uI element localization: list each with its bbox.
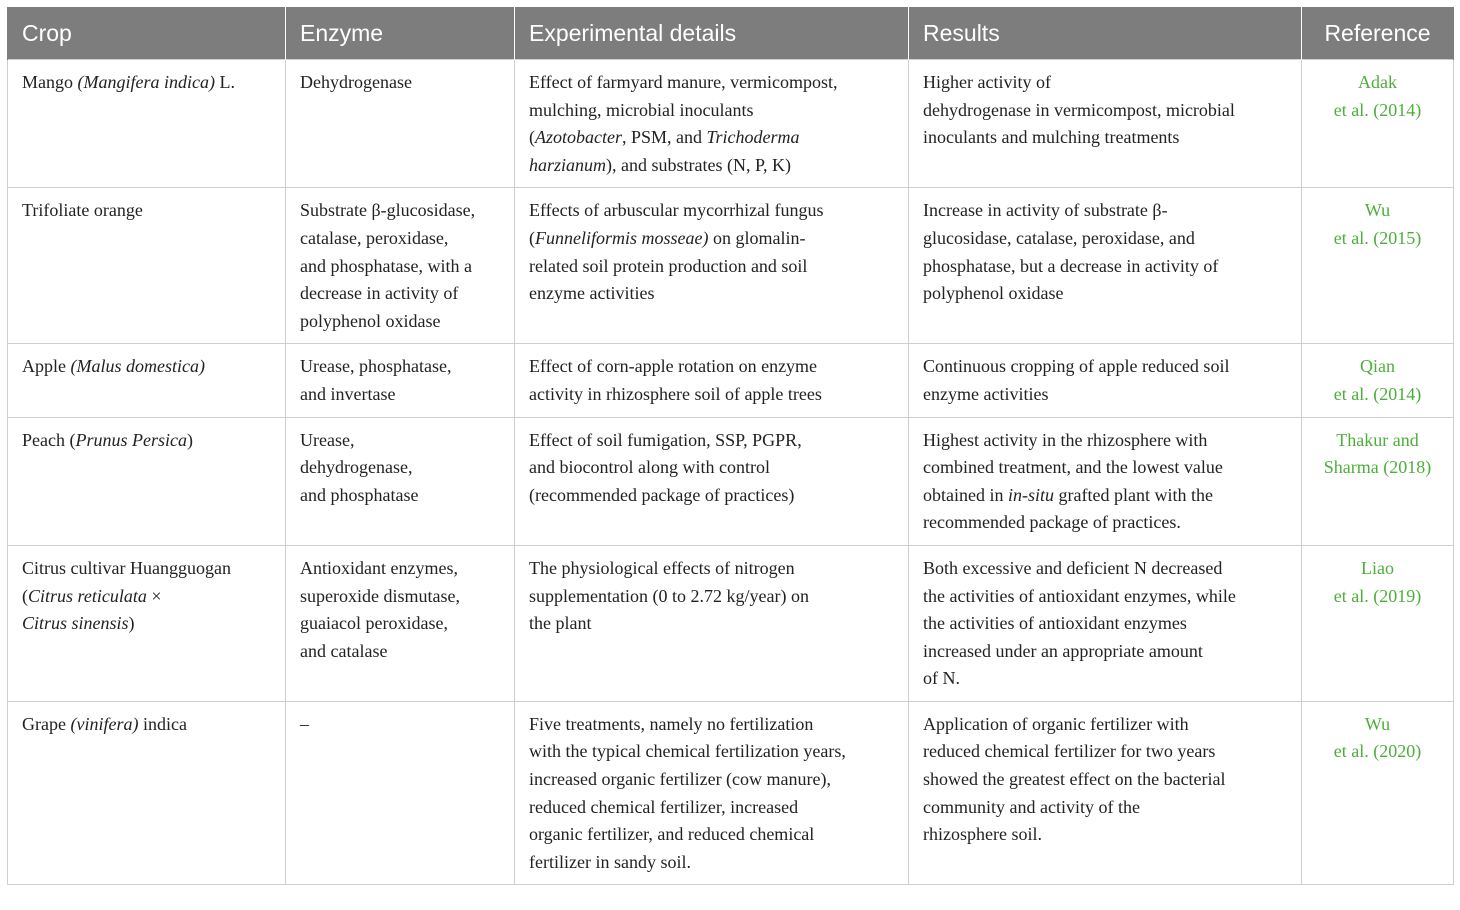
text-run: Urease,: [300, 429, 355, 450]
reference-text[interactable]: et al. (2014): [1333, 383, 1422, 404]
text-run: Effect of soil fumigation, SSP, PGPR,: [529, 429, 802, 450]
text-run: Urease, phosphatase,: [300, 356, 452, 377]
cell-results: [909, 60, 1302, 188]
text-run: The physiological effects of nitrogen: [529, 557, 795, 578]
text-run: Higher activity of: [923, 72, 1051, 92]
cell-details: [515, 545, 909, 701]
cell-line: [300, 454, 500, 482]
text-run: mulching, microbial inoculants: [529, 99, 754, 120]
cell-line: [529, 225, 894, 253]
text-run: with the typical chemical fertilization years,: [529, 741, 846, 762]
text-run: activity in rhizosphere soil of apple trees: [529, 383, 822, 404]
text-run: , PSM, and: [622, 127, 707, 148]
text-run: guaiacol peroxidase,: [300, 613, 448, 634]
cell-line: [300, 583, 500, 611]
text-run: polyphenol oxidase: [300, 310, 441, 331]
text-run: Continuous cropping of apple reduced soil: [923, 356, 1230, 377]
text-run: Peach (: [22, 429, 76, 450]
cell-line: [300, 482, 500, 510]
cell-crop: [8, 344, 286, 417]
text-run: –: [300, 713, 309, 734]
cell-line: [300, 381, 500, 409]
cell-line: [923, 794, 1287, 822]
text-run: grafted plant with the: [1054, 484, 1213, 505]
text-run: (: [22, 585, 28, 606]
header-results: Results: [909, 7, 1302, 60]
cell-line: [923, 711, 1287, 739]
reference-link[interactable]: [1302, 545, 1454, 701]
text-run: organic fertilizer, and reduced chemical: [529, 824, 815, 845]
text-run: superoxide dismutase,: [300, 585, 460, 606]
header-row: [8, 7, 1454, 60]
cell-line: [529, 821, 894, 849]
cell-line: [923, 555, 1287, 583]
cell-line: [529, 353, 894, 381]
cell-line: [300, 555, 500, 583]
cell-line: [300, 69, 500, 97]
text-run: related soil protein production and soil: [529, 255, 808, 276]
reference-text[interactable]: Wu: [1364, 200, 1391, 221]
text-run: (: [529, 127, 535, 148]
cell-line: [923, 482, 1287, 510]
text-run: obtained in: [923, 484, 1008, 505]
text-run: Apple: [22, 356, 71, 377]
cell-line: [300, 353, 500, 381]
reference-link[interactable]: [1302, 188, 1454, 344]
text-run: on glomalin-: [708, 227, 806, 248]
cell-line: [923, 821, 1287, 849]
text-run: Azotobacter: [535, 127, 622, 148]
cell-line: [923, 665, 1287, 693]
text-run: dehydrogenase,: [300, 457, 413, 478]
cell-line: [529, 482, 894, 510]
cell-line: [300, 638, 500, 666]
cell-details: [515, 344, 909, 417]
text-run: enzyme activities: [923, 383, 1049, 404]
cell-enzyme: [286, 60, 515, 188]
reference-link[interactable]: [1302, 701, 1454, 885]
reference-text[interactable]: Qian: [1360, 356, 1395, 377]
cell-line: [22, 197, 271, 225]
text-run: Prunus Persica: [75, 429, 187, 450]
cell-details: [515, 417, 909, 545]
cell-line: [300, 610, 500, 638]
reference-text[interactable]: et al. (2014): [1333, 99, 1422, 120]
cell-crop: [8, 60, 286, 188]
text-run: and biocontrol along with control: [529, 457, 770, 478]
text-run: decrease in activity of: [300, 283, 459, 304]
table-row: [8, 60, 1454, 188]
cell-line: [300, 225, 500, 253]
text-run: dehydrogenase in vermicompost, microbial: [923, 99, 1235, 120]
text-run: Effect of corn-apple rotation on enzyme: [529, 356, 818, 377]
cell-line: [300, 711, 500, 739]
text-run: Highest activity in the rhizosphere with: [923, 429, 1208, 450]
cell-line: [22, 711, 271, 739]
cell-line: [529, 738, 894, 766]
cell-line: [923, 353, 1287, 381]
text-run: glucosidase, catalase, peroxidase, and: [923, 227, 1195, 248]
text-run: and phosphatase, with a: [300, 255, 472, 276]
cell-line: [923, 381, 1287, 409]
reference-text[interactable]: Sharma (2018): [1323, 457, 1432, 478]
cell-line: [22, 583, 271, 611]
text-run: (recommended package of practices): [529, 484, 795, 505]
cell-line: [529, 794, 894, 822]
text-run: (Malus domestica): [70, 356, 205, 377]
text-run: Antioxidant enzymes,: [300, 557, 458, 578]
header-enzyme: Enzyme: [286, 7, 515, 60]
text-run: the plant: [529, 613, 592, 634]
text-run: L.: [214, 72, 235, 92]
text-run: ): [128, 613, 135, 634]
cell-line: [300, 427, 500, 455]
cell-line: [22, 69, 271, 97]
reference-link[interactable]: [1302, 417, 1454, 545]
cell-line: [529, 280, 894, 308]
cell-line: [923, 253, 1287, 281]
text-run: catalase, peroxidase,: [300, 227, 449, 248]
text-run: showed the greatest effect on the bacterial: [923, 769, 1226, 790]
text-run: reduced chemical fertilizer for two years: [923, 741, 1216, 762]
text-run: increased organic fertilizer (cow manure),: [529, 769, 832, 790]
text-run: recommended package of practices.: [923, 512, 1181, 533]
text-run: community and activity of the: [923, 796, 1140, 817]
cell-crop: [8, 545, 286, 701]
reference-text[interactable]: et al. (2020): [1333, 741, 1422, 762]
cell-line: [529, 849, 894, 877]
text-run: reduced chemical fertilizer, increased: [529, 796, 799, 817]
cell-line: [300, 253, 500, 281]
cell-line: [923, 738, 1287, 766]
cell-line: [923, 509, 1287, 537]
text-run: in-situ: [1007, 484, 1054, 505]
cell-results: [909, 344, 1302, 417]
table-row: [8, 344, 1454, 417]
cell-line: [529, 766, 894, 794]
text-run: supplementation (0 to 2.72 kg/year) on: [529, 585, 809, 606]
cell-line: [923, 124, 1287, 152]
cell-line: [529, 197, 894, 225]
cell-line: [529, 454, 894, 482]
text-run: ×: [146, 585, 162, 606]
cell-line: [923, 766, 1287, 794]
header-reference: Reference: [1302, 7, 1454, 60]
cell-enzyme: [286, 701, 515, 885]
reference-text[interactable]: Adak: [1358, 72, 1397, 92]
cell-line: [300, 197, 500, 225]
table-row: [8, 545, 1454, 701]
cell-line: [923, 197, 1287, 225]
text-run: (: [529, 227, 535, 248]
table-row: [8, 701, 1454, 885]
cell-line: [923, 427, 1287, 455]
cell-details: [515, 701, 909, 885]
header-crop: Crop: [8, 7, 286, 60]
text-run: the activities of antioxidant enzymes: [923, 613, 1187, 634]
text-run: increased under an appropriate amount: [923, 640, 1203, 661]
cell-line: [529, 124, 894, 152]
text-run: Effects of arbuscular mycorrhizal fungus: [529, 200, 824, 221]
text-run: Both excessive and deficient N decreased: [923, 557, 1223, 578]
cell-line: [923, 280, 1287, 308]
text-run: indica: [138, 713, 187, 734]
cell-line: [923, 97, 1287, 125]
cell-crop: [8, 188, 286, 344]
cell-results: [909, 417, 1302, 545]
text-run: Citrus reticulata: [28, 585, 147, 606]
text-run: (Mangifera indica): [77, 72, 215, 92]
cell-line: [22, 427, 271, 455]
cell-line: [22, 555, 271, 583]
cell-line: [529, 253, 894, 281]
text-run: rhizosphere soil.: [923, 824, 1042, 845]
text-run: Effect of farmyard manure, vermicompost,: [529, 72, 838, 92]
cell-line: [529, 69, 894, 97]
reference-link[interactable]: [1302, 60, 1454, 188]
text-run: Five treatments, namely no fertilization: [529, 713, 814, 734]
text-run: Funneliformis mosseae): [535, 227, 709, 248]
cell-results: [909, 545, 1302, 701]
text-run: Trifoliate orange: [22, 200, 143, 221]
cell-line: [300, 308, 500, 336]
cell-line: [529, 152, 894, 180]
cell-line: [529, 97, 894, 125]
text-run: phosphatase, but a decrease in activity of: [923, 255, 1219, 276]
text-run: (vinifera): [70, 713, 139, 734]
cell-line: [923, 69, 1287, 97]
cell-line: [923, 225, 1287, 253]
cell-crop: [8, 417, 286, 545]
text-run: Increase in activity of substrate β-: [923, 200, 1168, 221]
text-run: and invertase: [300, 383, 396, 404]
cell-line: [300, 280, 500, 308]
text-run: fertilizer in sandy soil.: [529, 851, 691, 872]
cell-line: [529, 555, 894, 583]
text-run: Citrus sinensis: [22, 613, 129, 634]
cell-results: [909, 188, 1302, 344]
table-row: [8, 417, 1454, 545]
text-run: ), and substrates (N, P, K): [606, 154, 791, 175]
table-body: [8, 60, 1454, 885]
text-run: Trichoderma: [706, 127, 800, 148]
text-run: and catalase: [300, 640, 388, 661]
text-run: ): [186, 429, 193, 450]
cell-line: [923, 638, 1287, 666]
text-run: Citrus cultivar Huangguogan: [22, 557, 231, 578]
cell-enzyme: [286, 188, 515, 344]
text-run: the activities of antioxidant enzymes, while: [923, 585, 1236, 606]
reference-text[interactable]: Liao: [1361, 557, 1394, 578]
table-row: [8, 188, 1454, 344]
reference-link[interactable]: [1302, 344, 1454, 417]
cell-line: [529, 381, 894, 409]
text-run: Application of organic fertilizer with: [923, 713, 1189, 734]
cell-line: [22, 610, 271, 638]
cell-enzyme: [286, 545, 515, 701]
cell-details: [515, 60, 909, 188]
cell-details: [515, 188, 909, 344]
text-run: combined treatment, and the lowest value: [923, 457, 1223, 478]
reference-text[interactable]: et al. (2015): [1333, 227, 1422, 248]
cell-line: [923, 610, 1287, 638]
enzyme-table: [7, 7, 1454, 885]
cell-line: [22, 353, 271, 381]
cell-line: [923, 454, 1287, 482]
header-experimental-details: Experimental details: [515, 7, 909, 60]
cell-line: [529, 427, 894, 455]
text-run: and phosphatase: [300, 484, 419, 505]
cell-line: [529, 711, 894, 739]
reference-text[interactable]: Wu: [1364, 713, 1391, 734]
cell-enzyme: [286, 344, 515, 417]
reference-text[interactable]: et al. (2019): [1333, 585, 1422, 606]
text-run: Dehydrogenase: [300, 72, 412, 92]
text-run: harzianum: [529, 154, 607, 175]
cell-line: [529, 610, 894, 638]
text-run: enzyme activities: [529, 283, 655, 304]
cell-enzyme: [286, 417, 515, 545]
text-run: of N.: [923, 668, 960, 689]
cell-crop: [8, 701, 286, 885]
cell-line: [923, 583, 1287, 611]
text-run: inoculants and mulching treatments: [923, 127, 1180, 148]
cell-line: [529, 583, 894, 611]
cell-results: [909, 701, 1302, 885]
text-run: Grape: [22, 713, 71, 734]
text-run: Substrate β-glucosidase,: [300, 200, 476, 221]
text-run: Mango: [22, 72, 78, 92]
reference-text[interactable]: Thakur and: [1336, 429, 1419, 450]
text-run: polyphenol oxidase: [923, 283, 1064, 304]
